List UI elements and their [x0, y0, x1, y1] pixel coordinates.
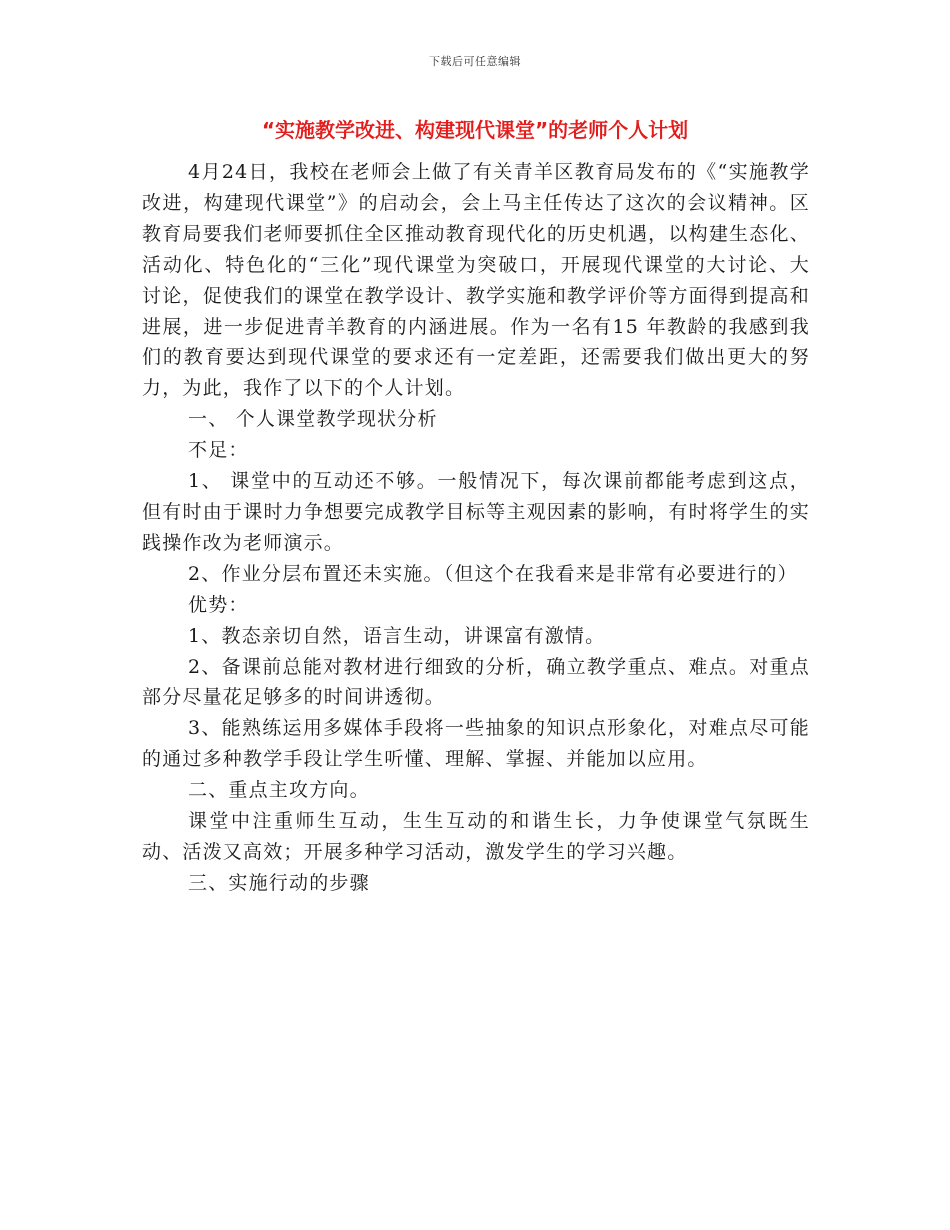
strength-item-2: 2、备课前总能对教材进行细致的分析，确立教学重点、难点。对重点部分尽量花足够多的时间讲透彻。: [142, 655, 810, 709]
header-note: 下载后可任意编辑: [429, 55, 521, 68]
shortcoming-item-1: 1、 课堂中的互动还不够。一般情况下，每次课前都能考虑到这点，但有时由于课时力争想要完成教学目标等主观因素的影响，有时将学生的实践操作改为老师演示。: [142, 470, 810, 554]
document-title: “实施教学改进、构建现代课堂”的老师个人计划: [261, 118, 689, 142]
shortcomings-label: 不足：: [188, 439, 249, 462]
strength-item-1: 1、教态亲切自然，语言生动，讲课富有激情。: [188, 624, 606, 647]
document-body: [142, 157, 810, 899]
shortcoming-item-2: 2、作业分层布置还未实施。（但这个在我看来是非常有必要进行的）: [188, 562, 798, 585]
strength-item-3: 3、能熟练运用多媒体手段将一些抽象的知识点形象化，对难点尽可能的通过多种教学手段让学生听懂、理解、掌握、并能加以应用。: [142, 717, 810, 771]
section-heading-2: 二、重点主攻方向。: [188, 779, 370, 802]
intro-paragraph: 4月24日，我校在老师会上做了有关青羊区教育局发布的《“实施教学改进，构建现代课堂”》的启动会，会上马主任传达了这次的会议精神。区教育局要我们老师要抓住全区推动教育现代化的历史机遇，以构建生态化、活动化、特色化的“三化”现代课堂为突破口，开展现代课堂的大讨论、大讨论，促使我们的课堂在教学设计、教学实施和教学评价等方面得到提高和进展，进一步促进青羊教育的内涵进展。作为一名有15 年教龄的我感到我们的教育要达到现代课堂的要求还有一定差距，还需要我们做出更大的努力，为此，我作了以下的个人计划。: [142, 161, 810, 400]
section-heading-1: 一、 个人课堂教学现状分析: [188, 408, 438, 431]
section-heading-3: 三、实施行动的步骤: [188, 871, 370, 894]
section-2-body: 课堂中注重师生互动，生生互动的和谐生长，力争使课堂气氛既生动、活泼又高效；开展多种学习活动，激发学生的学习兴趣。: [142, 810, 810, 863]
strengths-label: 优势：: [188, 593, 249, 616]
